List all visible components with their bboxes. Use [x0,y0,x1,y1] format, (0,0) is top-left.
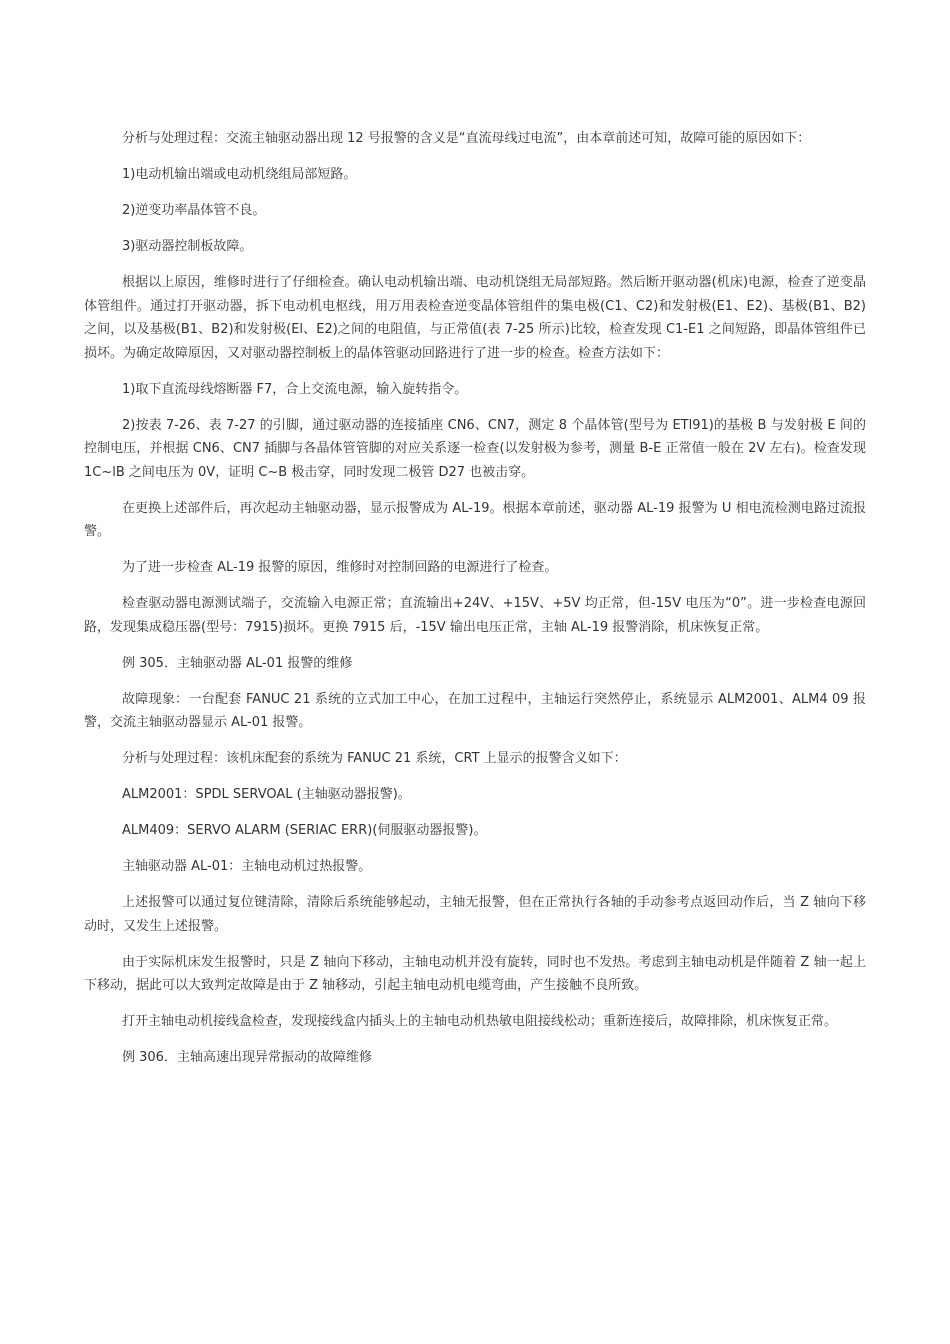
cause-item-2: 2)逆变功率晶体管不良。 [122,203,266,218]
alarm-alm409: ALM409：SERVO ALARM (SERIAC ERR)(伺服驱动器报警)。 [122,823,487,838]
cause-item-1: 1)电动机输出端或电动机绕组局部短路。 [122,167,357,182]
document-body [84,127,866,1082]
cause-item-3: 3)驱动器控制板故障。 [122,239,253,254]
example-306-heading: 例 306．主轴高速出现异常振动的故障维修 [122,1050,372,1065]
example-305-heading: 例 305．主轴驱动器 AL-01 报警的维修 [122,655,353,671]
check-step-1: 1)取下直流母线熔断器 F7，合上交流电源，输入旋转指令。 [122,381,468,397]
inspection-paragraph: 根据以上原因，维修时进行了仔细检查。确认电动机输出端、电动机饶组无局部短路。然后断开驱动器(机床)电源，检查了逆变晶体管组件。通过打开驱动器，拆下电动机电枢线，用万用表检查逆变晶体管组件的集电极(C1、C2)和发射极(E1、E2)、基极(B1、B2)之间，以及基极(B1、B2)和发射极(El、E2)之间的电阻值，与正常值(表 7-25 所示)比较，检查发现 C1-E1 之间短路，即晶体管组件已损坏。为确定故障原因，又对驱动器控制板上的晶体管驱动回路进行了进一步的检查。检查方法如下： [84,275,866,361]
power-check-paragraph: 检查驱动器电源测试端子，交流输入电源正常；直流输出+24V、+15V、+5V 均正常，但-15V 电压为“0”。进一步检查电源回路，发现集成稳压器(型号：7915)损坏。更换 7915 后，-15V 输出电压正常，主轴 AL-19 报警消除，机床恢复正常。 [84,596,866,635]
replacement-paragraph: 在更换上述部件后，再次起动主轴驱动器，显示报警成为 AL-19。根据本章前述，驱动器 AL-19 报警为 U 相电流检测电路过流报警。 [84,500,866,539]
fix-paragraph: 打开主轴电动机接线盒检查，发现接线盒内插头上的主轴电动机热敏电阻接线松动；重新连接后，故障排除，机床恢复正常。 [122,1014,838,1029]
fault-symptom-paragraph: 故障现象：一台配套 FANUC 21 系统的立式加工中心，在加工过程中，主轴运行突然停止，系统显示 ALM2001、ALM4 09 报警，交流主轴驱动器显示 AL-01 报警。 [84,691,866,730]
reset-paragraph: 上述报警可以通过复位键清除，清除后系统能够起动，主轴无报警，但在正常执行各轴的手动参考点返回动作后，当 Z 轴向下移动时，又发生上述报警。 [84,895,866,934]
alarm-al01: 主轴驱动器 AL-01：主轴电动机过热报警。 [122,859,372,874]
alarm-alm2001: ALM2001：SPDL SERVOAL (主轴驱动器报警)。 [122,787,411,802]
diagnosis-paragraph: 由于实际机床发生报警时，只是 Z 轴向下移动，主轴电动机并没有旋转，同时也不发热。考虑到主轴电动机是伴随着 Z 轴一起上下移动，据此可以大致判定故障是由于 Z 轴移动，引起主轴电动机电缆弯曲，产生接触不良所致。 [84,954,866,993]
analysis-paragraph: 分析与处理过程：交流主轴驱动器出现 12 号报警的含义是“直流母线过电流”，由本章前述可知，故障可能的原因如下： [122,131,811,146]
al19-check-paragraph: 为了进一步检查 AL-19 报警的原因，维修时对控制回路的电源进行了检查。 [122,560,558,575]
check-step-2: 2)按表 7-26、表 7-27 的引脚，通过驱动器的连接插座 CN6、CN7，测定 8 个晶体管(型号为 ETl91)的基极 B 与发射极 E 间的控制电压，并根据 CN6、CN7 插脚与各晶体管管脚的对应关系逐一检查(以发射极为参考，测量 B-E 正常值一般在 2V 左右)。检查发现 1C~lB 之间电压为 0V，证明 C~B 极击穿，同时发现二极管 D27 也被击穿。 [84,417,866,480]
analysis-paragraph-2: 分析与处理过程：该机床配套的系统为 FANUC 21 系统，CRT 上显示的报警含义如下： [122,751,627,766]
